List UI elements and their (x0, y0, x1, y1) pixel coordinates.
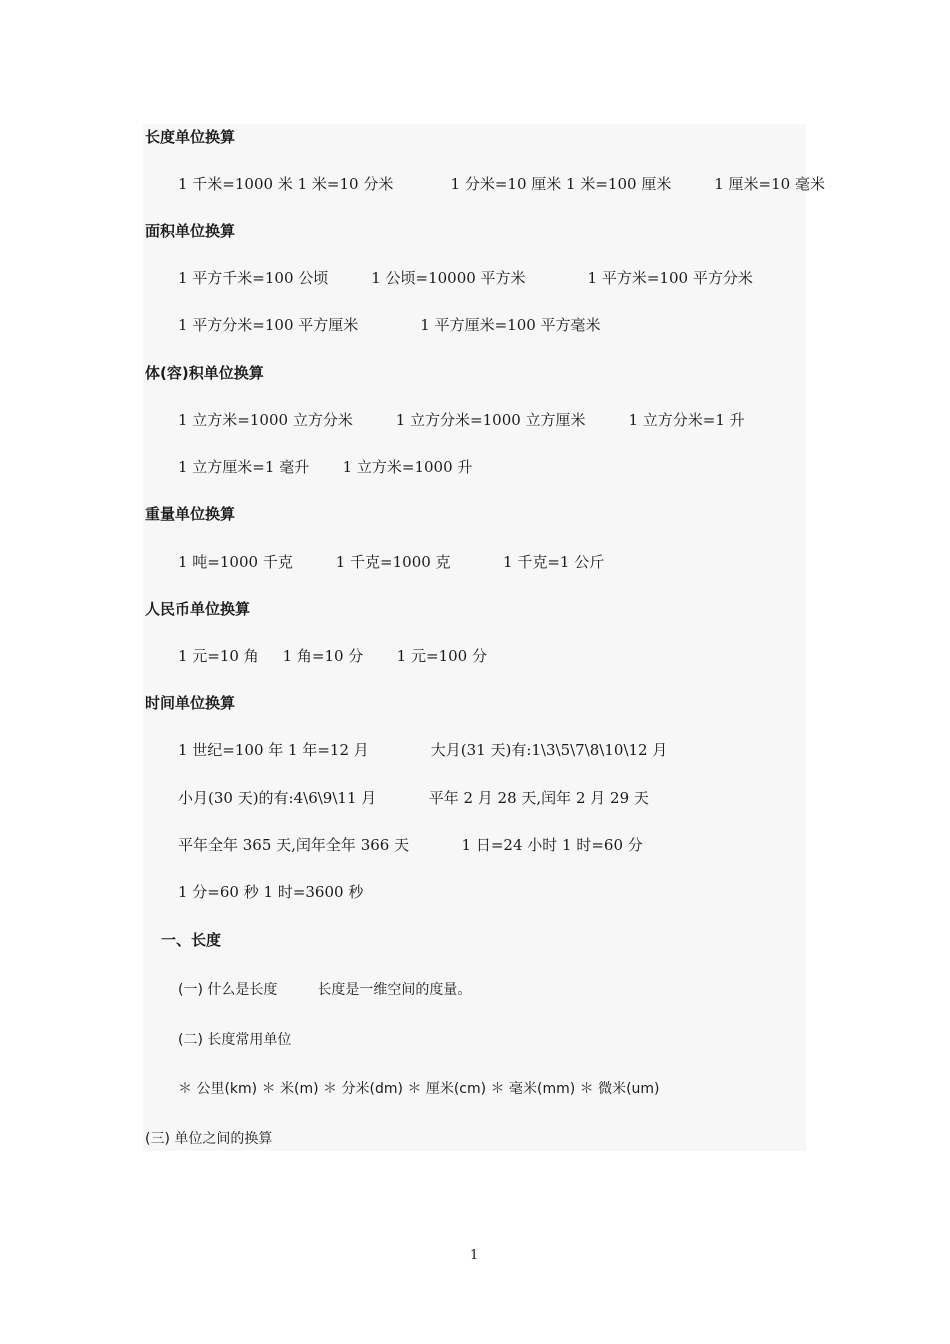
page-number: 1 (470, 1248, 479, 1263)
time-conversions-line-2: 小月(30 天)的有:4\6\9\11 月 平年 2 月 28 天,闰年 2 月 29 天 (178, 789, 649, 807)
area-conversions-line-2: 1 平方分米=100 平方厘米 1 平方厘米=100 平方毫米 (178, 316, 601, 334)
length-section-title: 长度单位换算 (145, 128, 236, 146)
time-conversions-line-1: 1 世纪=100 年 1 年=12 月 大月(31 天)有:1\3\5\7\8\10\12 月 (178, 741, 668, 759)
time-conversions-line-4: 1 分=60 秒 1 时=3600 秒 (178, 883, 364, 901)
weight-section-title: 重量单位换算 (145, 505, 236, 523)
area-section-title: 面积单位换算 (145, 222, 236, 240)
time-section-title: 时间单位换算 (145, 694, 236, 712)
volume-section-title: 体(容)积单位换算 (145, 364, 264, 382)
question-what-is-length: (一) 什么是长度 长度是一维空间的度量。 (178, 982, 472, 998)
rmb-section-title: 人民币单位换算 (145, 600, 251, 618)
chapter-title: 一、长度 (161, 931, 222, 949)
question-unit-conversion: (三) 单位之间的换算 (145, 1131, 273, 1147)
question-common-units: (二) 长度常用单位 (178, 1032, 292, 1048)
rmb-conversions-line: 1 元=10 角 1 角=10 分 1 元=100 分 (178, 647, 487, 665)
volume-conversions-line-2: 1 立方厘米=1 毫升 1 立方米=1000 升 (178, 458, 473, 476)
volume-conversions-line-1: 1 立方米=1000 立方分米 1 立方分米=1000 立方厘米 1 立方分米=1 升 (178, 411, 745, 429)
time-conversions-line-3: 平年全年 365 天,闰年全年 366 天 1 日=24 小时 1 时=60 分 (178, 836, 643, 854)
length-conversions-line: 1 千米=1000 米 1 米=10 分米 1 分米=10 厘米 1 米=100 厘米 1 厘米=10 毫米 (178, 175, 825, 193)
area-conversions-line-1: 1 平方千米=100 公顷 1 公顷=10000 平方米 1 平方米=100 平方分米 (178, 269, 753, 287)
units-list: ＊ 公里(km) ＊ 米(m) ＊ 分米(dm) ＊ 厘米(cm) ＊ 毫米(mm) ＊ 微米(um) (178, 1081, 660, 1097)
weight-conversions-line: 1 吨=1000 千克 1 千克=1000 克 1 千克=1 公斤 (178, 553, 605, 571)
